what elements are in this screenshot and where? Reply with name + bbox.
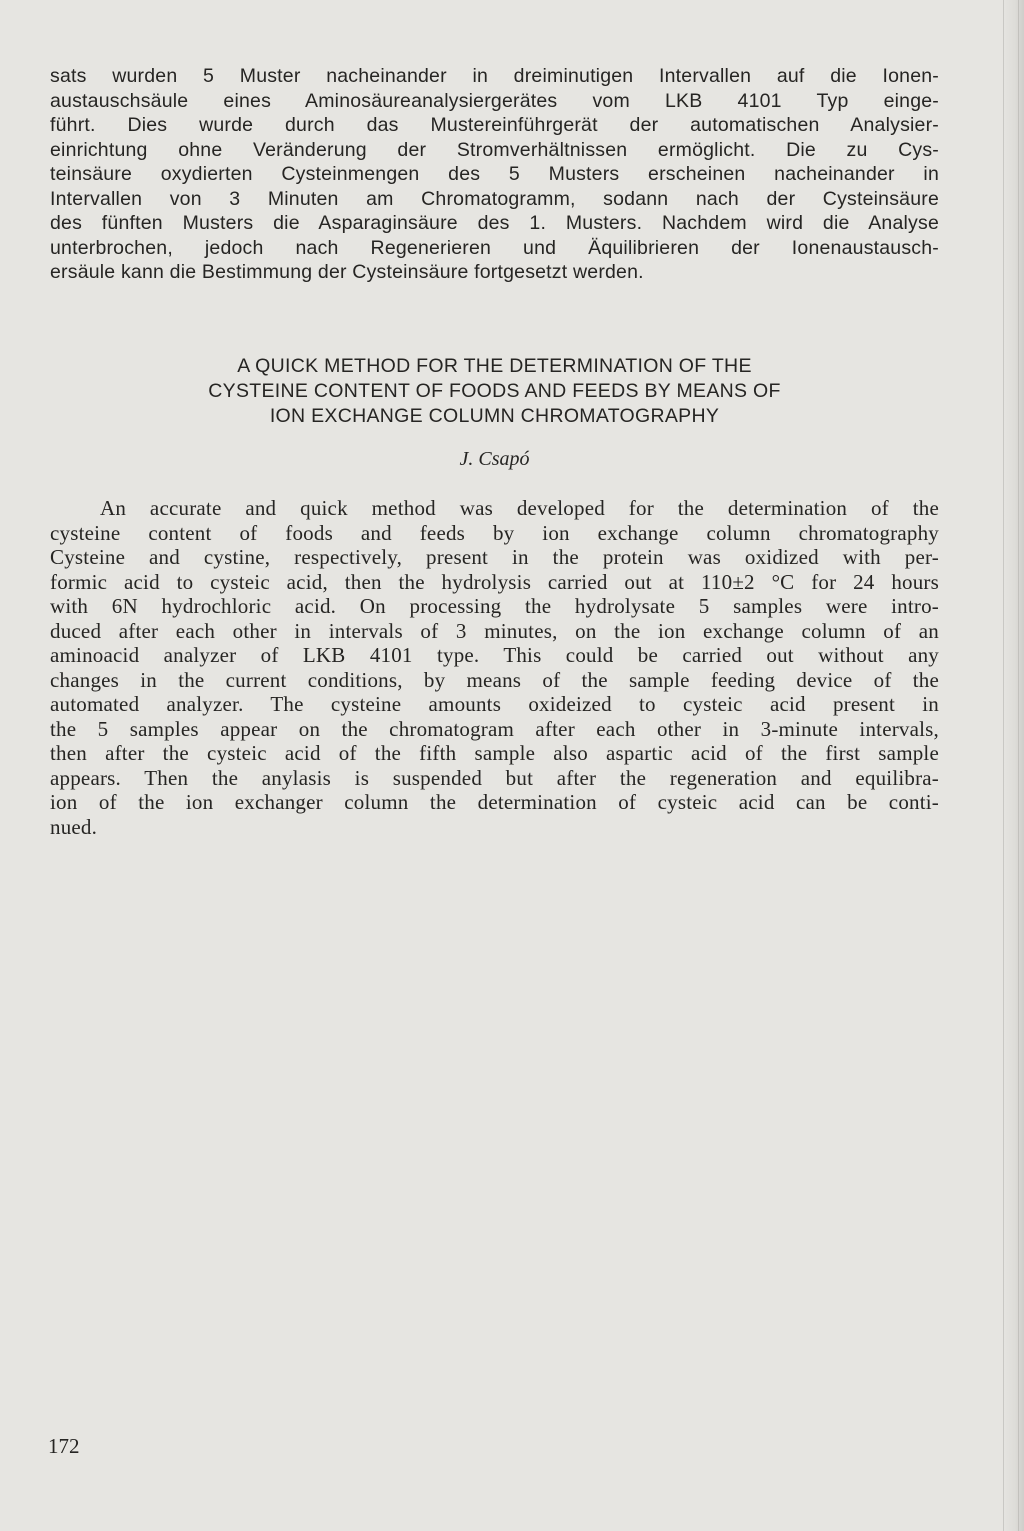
title-line: ION EXCHANGE COLUMN CHROMATOGRAPHY	[269, 405, 720, 427]
title-line: A QUICK METHOD FOR THE DETERMINATION OF THE	[237, 355, 752, 377]
title-line: CYSTEINE CONTENT OF FOODS AND FEEDS BY MEANS OF	[208, 380, 781, 402]
abstract-line: appears. Then the anylasis is suspended but after the regeneration and equilibra-	[50, 765, 939, 790]
abstract-line: changes in the current conditions, by means of the sample feeding device of the	[50, 667, 939, 692]
abstract-line: aminoacid analyzer of LKB 4101 type. This could be carried out without any	[50, 643, 939, 667]
abstract-line: cysteine content of foods and feeds by ion exchange column chromatography	[50, 520, 939, 545]
german-line: einrichtung ohne Veränderung der Stromverhältnissen ermöglicht. Die zu Cys-	[50, 138, 939, 161]
abstract-line: automated analyzer. The cysteine amounts oxideized to cysteic acid present in	[50, 692, 939, 716]
abstract-line: then after the cysteic acid of the fifth sample also aspartic acid of the first sample	[50, 741, 939, 765]
abstract-line: formic acid to cysteic acid, then the hydrolysis carried out at 110±2 °C for 24 hours	[50, 569, 939, 594]
abstract-line: An accurate and quick method was developed for the determination of the	[100, 496, 939, 520]
page-number: 172	[48, 1434, 80, 1458]
article-author: J. Csapó	[459, 448, 530, 470]
abstract-line: Cysteine and cystine, respectively, present in the protein was oxidized with per-	[50, 545, 939, 569]
german-line: teinsäure oxydierten Cysteinmengen des 5 Musters erscheinen nacheinander in	[50, 163, 939, 185]
german-line: austauschsäule eines Aminosäureanalysiergerätes vom LKB 4101 Typ einge-	[50, 89, 939, 112]
page-edge-shadow	[1002, 0, 1024, 1531]
page-edge-line	[1003, 0, 1004, 1531]
abstract-line: nued.	[50, 814, 98, 839]
english-abstract	[50, 496, 939, 839]
german-line: sats wurden 5 Muster nacheinander in dreiminutigen Intervallen auf die Ionen-	[50, 65, 939, 87]
german-line: Intervallen von 3 Minuten am Chromatogramm, sodann nach der Cysteinsäure	[50, 187, 939, 210]
german-line: ersäule kann die Bestimmung der Cysteinsäure fortgesetzt werden.	[50, 261, 644, 283]
abstract-line: with 6N hydrochloric acid. On processing the hydrolysate 5 samples were intro-	[50, 594, 939, 618]
abstract-line: the 5 samples appear on the chromatogram after each other in 3-minute intervals,	[50, 716, 939, 741]
page-edge-line-outer	[1018, 0, 1019, 1531]
german-line: unterbrochen, jedoch nach Regenerieren und Äquilibrieren der Ionenaustausch-	[50, 236, 939, 259]
german-paragraph	[50, 64, 939, 285]
german-line: führt. Dies wurde durch das Mustereinführgerät der automatischen Analysier-	[50, 114, 939, 136]
abstract-line: ion of the ion exchanger column the determination of cysteic acid can be conti-	[50, 790, 939, 814]
german-line: des fünften Musters die Asparaginsäure des 1. Musters. Nachdem wird die Analyse	[50, 212, 939, 234]
article-title	[50, 354, 939, 429]
abstract-line: duced after each other in intervals of 3 minutes, on the ion exchange column of an	[50, 618, 939, 643]
